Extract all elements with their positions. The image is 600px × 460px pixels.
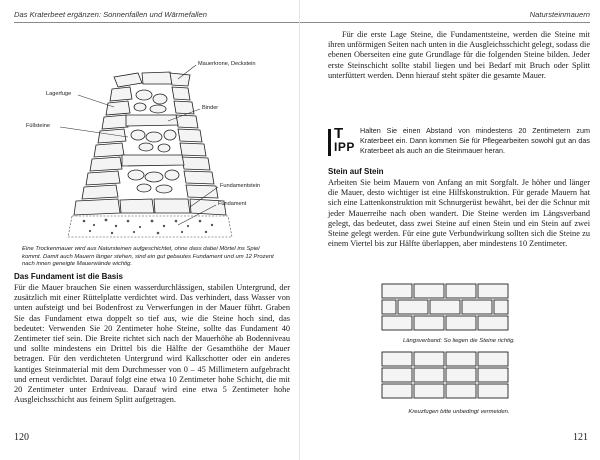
page-number-left: 120 — [14, 432, 29, 443]
label-mauerkrone: Mauerkrone, Deckstein — [198, 61, 256, 67]
label-fuellsteine: Füllsteine — [26, 123, 50, 129]
tipp-letters-pp: IPP — [334, 140, 355, 154]
cross-joint-caption: Kreuzfugen bitte unbedingt vermeiden. — [408, 409, 510, 415]
cross-joint-illustration — [380, 350, 512, 402]
running-bond-figure — [380, 282, 512, 334]
tip-box — [328, 126, 590, 160]
page-number-right: 121 — [573, 432, 588, 443]
body-text-fundamentsteine: Für die erste Lage Steine, die Fundamentsteine, werden die Steine mit ihren unförmigen Seiten nach unten in die Ausgleichsschicht gelegt, sodass die ebenen Oberseiten eine gute Grundlage für die folgenden Steine bilden. Jeder erste Steinschicht sollte stabil liegen und bei Bedarf mit Bruch oder Splitt unterfüttert werden. Denn hierauf steht später die gesamte Mauer. — [328, 30, 590, 80]
section-heading-stein-auf-stein: Stein auf Stein — [328, 167, 384, 176]
cross-joint-figure — [380, 350, 512, 402]
label-fundamentstein: Fundamentstein — [220, 183, 261, 189]
tipp-letter-t: T — [334, 125, 344, 142]
tipp-logo — [328, 126, 358, 158]
label-lagerfuge: Lagerfuge — [46, 91, 72, 97]
left-head-rule — [14, 22, 300, 23]
tip-text: Halten Sie einen Abstand von mindestens 20 Zentimetern zum Kraterbeet ein. Dann kommen Sie für Pflegearbeiten sowohl gut an das Kraterbeet als auch an die Steinmauer heran. — [360, 126, 590, 155]
label-fundament: Fundament — [218, 201, 247, 207]
body-text-stein-auf-stein: Arbeiten Sie beim Mauern von Anfang an mit Sorgfalt. Je höher und länger die Mauer, desto wichtiger ist eine Hilfskonstruktion. Für gerade Mauern hat sich eine Lattenkonstruktion mit Schnurgerüst bewährt, bei der die Schnur mit jeder Mauerreihe nach oben wandert. Die Steine werden im Längsverband gelegt, das bedeutet, dass zwei Steine auf einen Stein und ein Stein auf zwei Steine gelegt werden. Für eine gute Verbundwirkung sollten sich die Steine zu einem Viertel bis zur Hälfte überlappen, aber mindestens 10 Zentimeter. — [328, 178, 590, 249]
right-head-rule — [300, 22, 590, 23]
body-text-fundament: Für die Mauer brauchen Sie einen wasserdurchlässigen, stabilen Untergrund, der zusätzlich mit einer Rüttelplatte verdichtet wird. Das verhindert, dass Wasser von unten aufsteigt und bei Bodenfrost zu Verwerfungen in der Mauer führt. Graben Sie das Fundament etwa doppelt so tief aus, wie die Steine hoch sind, das bedeutet: Verwenden Sie 20 Zentimeter hohe Steine, sollte das Fundament 40 Zentimeter tief sein. Die Breite richtet sich nach der Mauerhöhe ab Bodenniveau und sollte mindestens ein Drittel bis die Hälfte der Gesamthöhe der Mauer betragen. Für den verdichteten Untergrund wird Kalkschotter oder ein anderes kantiges Steinmaterial mit dem Durchmesser von 0 – 45 Millimetern aufgebracht und erneut verdichtet. Darauf folgt eine etwa 10 Zentimeter hohe Schicht, die mit 20 Zentimeter unter Erdniveau. Darauf wird eine etwa 5 Zentimeter hohe Ausgleichsschicht aus feinem Splitt aufgetragen. — [14, 283, 290, 405]
running-bond-caption: Längsverband: So liegen die Steine richtig. — [403, 338, 515, 344]
tipp-bar — [328, 129, 331, 156]
label-binder: Binder — [202, 105, 219, 111]
right-page — [300, 0, 600, 460]
section-heading-fundament: Das Fundament ist die Basis — [14, 272, 123, 281]
running-bond-illustration — [380, 282, 512, 334]
wall-figure-caption: Eine Trockenmauer wird aus Natursteinen aufgeschichtet, ohne dass dabei Mörtel ins Spiel kommt. Damit auch Mauern länger stehen, sind ein gut gebautes Fundament und um 12 Prozent nach innen geneigte Mauerwände wichtig. — [22, 246, 274, 268]
wall-cross-section-illustration — [18, 55, 280, 245]
dry-stone-wall-figure — [18, 55, 280, 245]
left-running-head: Das Kraterbeet ergänzen: Sonnenfallen und Wärmefallen — [14, 10, 207, 19]
right-running-head: Natursteinmauern — [529, 10, 590, 19]
